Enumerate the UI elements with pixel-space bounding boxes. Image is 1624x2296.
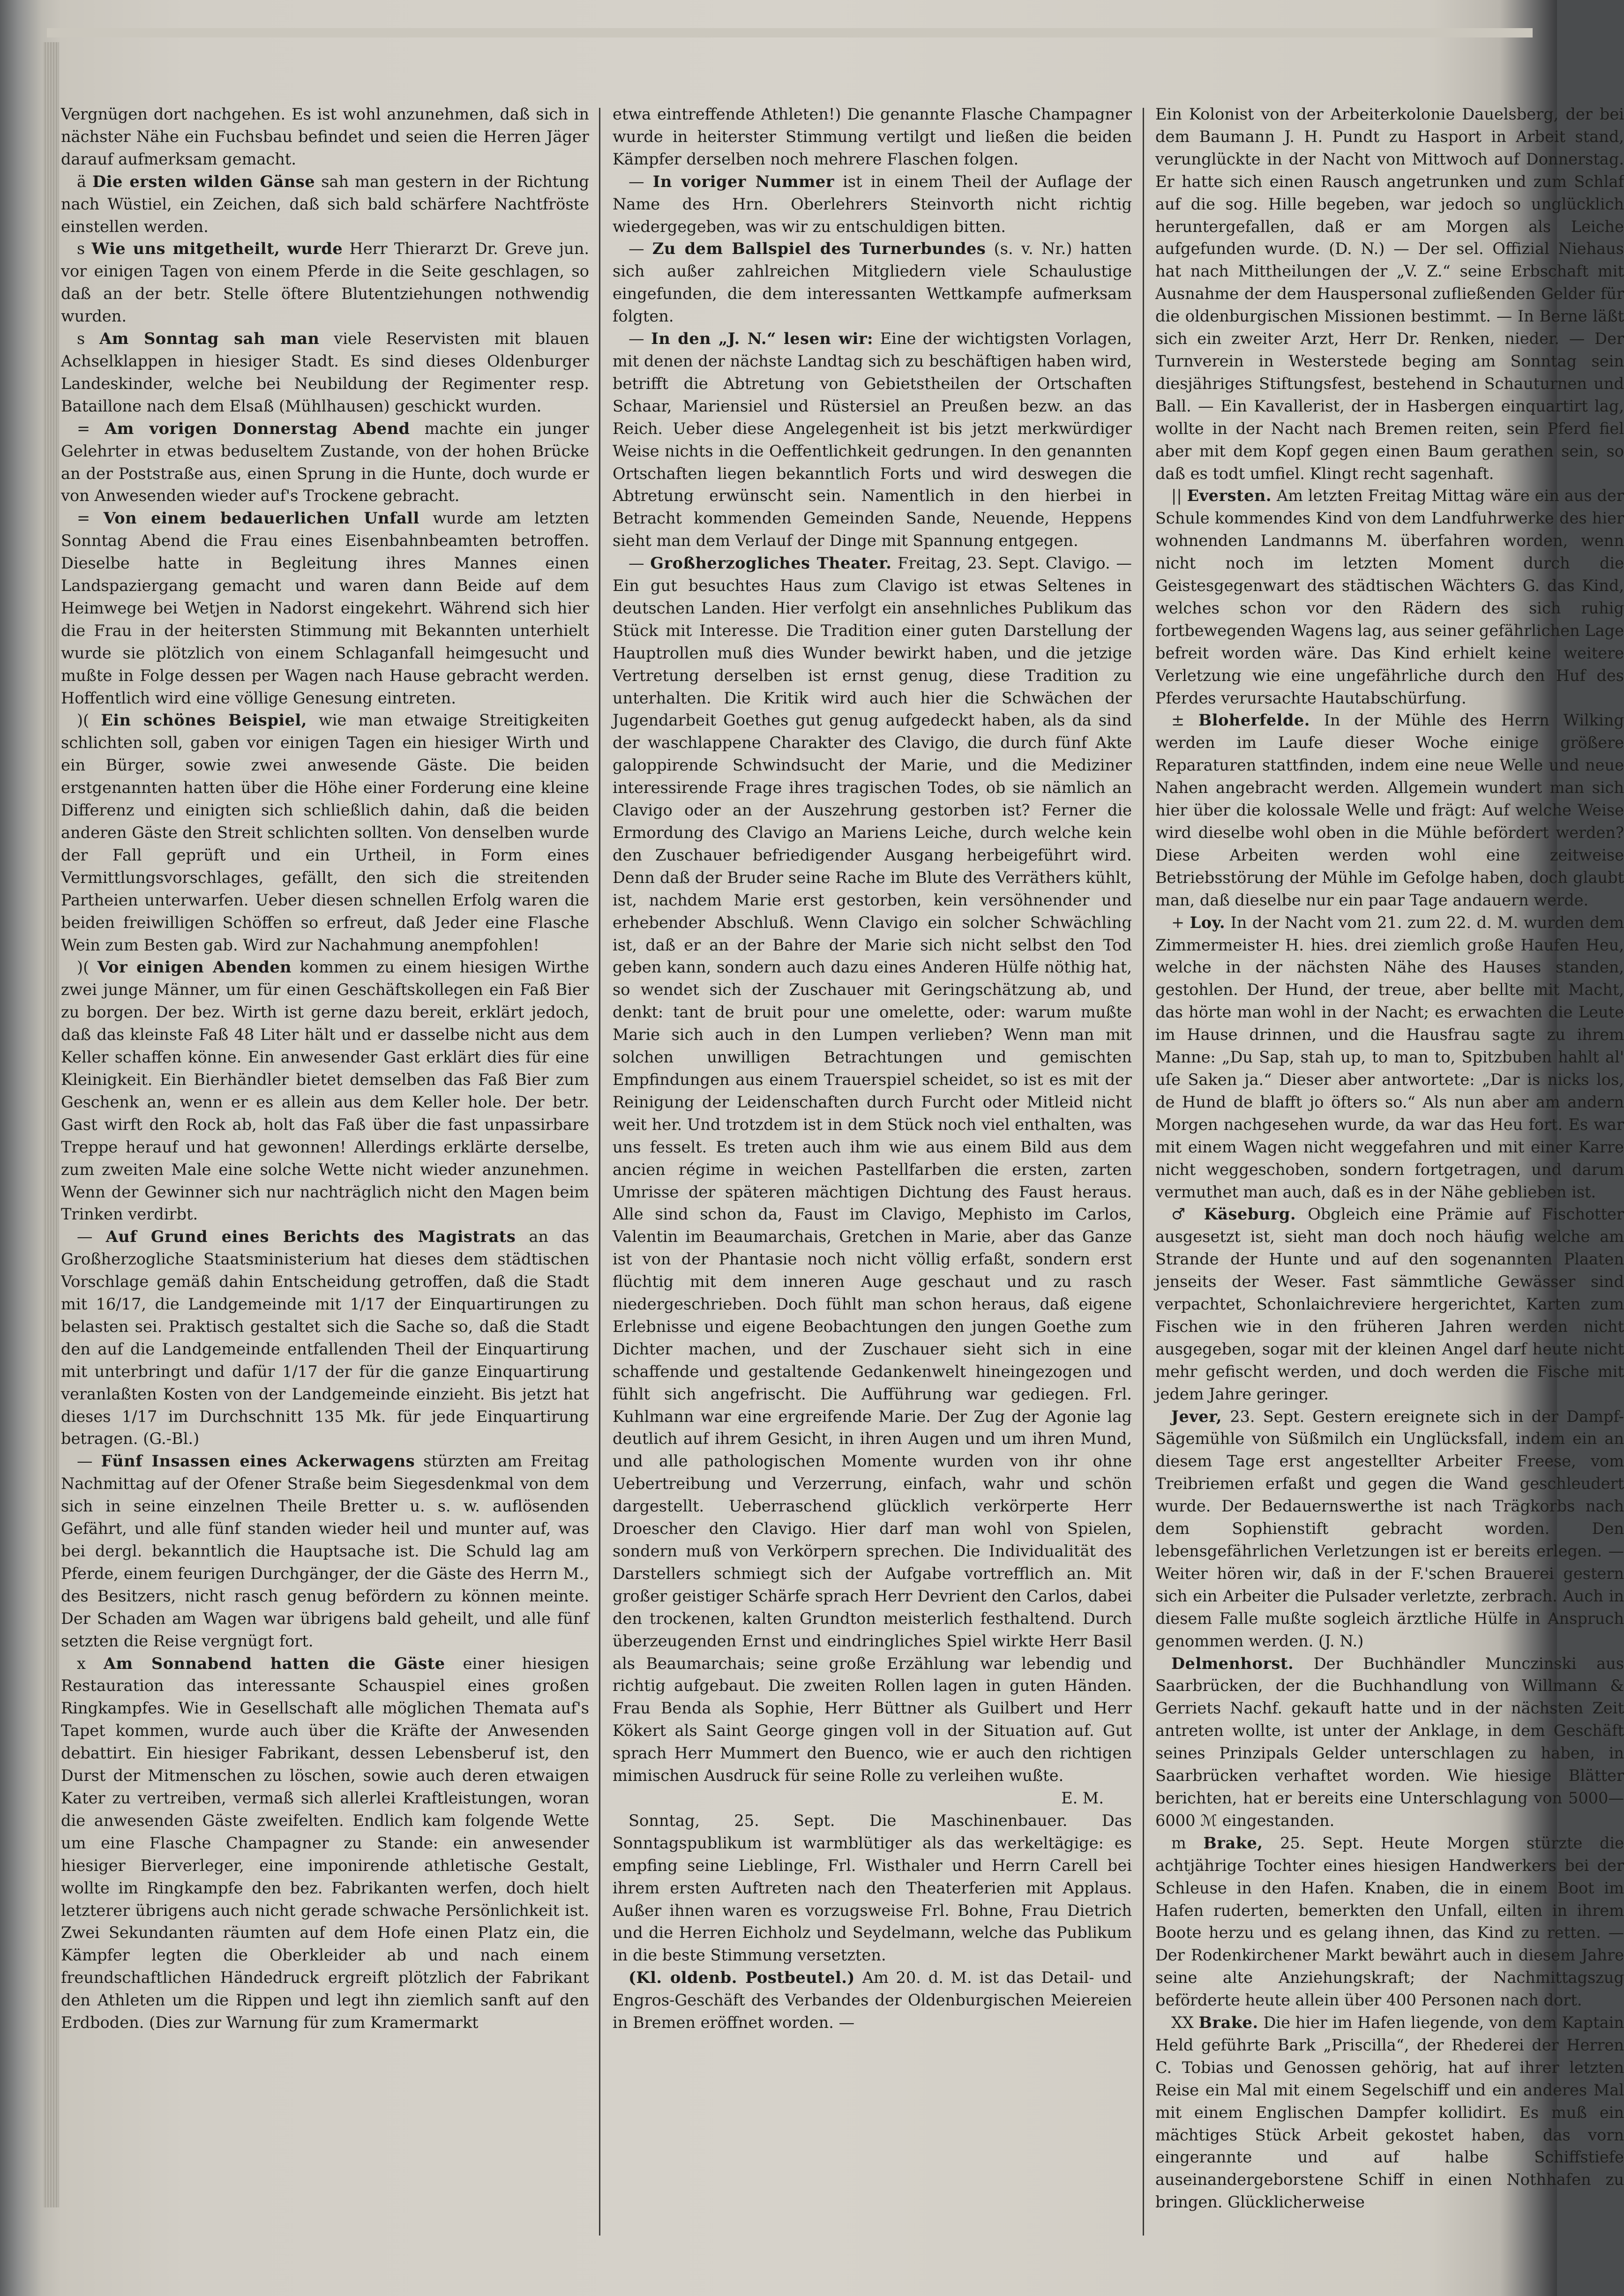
article-headline: Brake,	[1203, 1833, 1263, 1852]
article-paragraph	[61, 418, 589, 508]
article-text: Die hier im Hafen liegende, von dem Kaptain Held geführte Bark „Priscilla“, der Rhederei der Herren C. Tobias und Genossen gehörig, hat auf ihrer letzten Reise ein Mal mit einem Segelschiff und ein anderes Mal mit einem Englischen Dampfer kollidirt. Es muß ein mächtiges Stück Arbeit gekostet haben, das vorn eingerannte und auf halbe Schiffstiefe auseinandergeborstene Schiff in einen Nothhafen zu bringen. Glücklicherweise	[1155, 2013, 1624, 2212]
article-paragraph	[1155, 485, 1624, 709]
paragraph-marker: s	[77, 329, 85, 348]
article-paragraph	[61, 1653, 589, 2034]
article-headline: Ein schönes Beispiel,	[101, 710, 307, 730]
article-headline: Großherzogliches Theater.	[650, 553, 892, 573]
paragraph-marker: —	[629, 239, 644, 258]
article-paragraph	[613, 103, 1132, 171]
article-paragraph	[613, 1967, 1132, 2034]
article-paragraph	[1155, 912, 1624, 1204]
paragraph-marker: XX	[1171, 2013, 1194, 2032]
article-text: stürzten am Freitag Nachmittag auf der Ofener Straße beim Siegesdenkmal von dem sich in seine einzelnen Theile Bretter u. s. w. auflösenden Gefährt, und alle fünf standen wieder heil und munter auf, was bei dergl. bekanntlich die Hauptsache ist. Die Schuld lag am Pferde, einem feurigen Durchgänger, der die Gäste des Herrn M., des Besitzers, nicht rasch genug befördern zu können meinte. Der Schaden am Wagen war übrigens bald geheilt, und alle fünf setzten die Reise vergnügt fort.	[61, 1452, 589, 1650]
paragraph-marker: —	[77, 1227, 93, 1246]
article-headline: Zu dem Ballspiel des Turnerbundes	[652, 239, 986, 258]
article-text: Eine der wichtigsten Vorlagen, mit denen der nächste Landtag sich zu beschäftigen haben wird, betrifft die Abtretung von Gebietstheilen der Ortschaften Schaar, Mariensiel und Rüstersiel an Preußen bezw. an das Reich. Ueber diese Angelegenheit ist bis jetzt merkwürdiger Weise nichts in die Oeffentlichkeit gedrungen. In den genannten Ortschaften liegen bekanntlich Forts und wird deswegen die Abtretung erwünscht sein. Namentlich in den hierbei in Betracht kommenden Gemeinden Sande, Neuende, Heppens sieht man dem Verlauf der Dinge mit Spannung entgegen.	[613, 329, 1132, 550]
paragraph-marker: +	[1171, 913, 1185, 932]
column-right	[1155, 103, 1624, 2240]
article-paragraph	[61, 956, 589, 1226]
article-text: Der Buchhändler Munczinski aus Saarbrücken, der die Buchhandlung von Willmann & Gerriets Nachf. gekauft hatte und in der nächsten Zeit antreten wollte, ist unter der Anklage, in dem Geschäft seines Prinzipals Gelder unterschlagen zu haben, in Saarbrücken verhaftet worden. Wie hiesige Blätter berichten, hat er bereits eine Unterschlagung von 5000—6000 ℳ eingestanden.	[1155, 1654, 1624, 1830]
article-paragraph	[61, 709, 589, 956]
article-paragraph	[61, 328, 589, 418]
article-headline: Wie uns mitgetheilt, wurde	[91, 239, 343, 258]
article-headline: In den „J. N.“ lesen wir:	[651, 329, 874, 348]
article-paragraph	[61, 507, 589, 709]
article-paragraph	[613, 552, 1132, 1810]
paragraph-marker: )(	[77, 958, 90, 977]
column-divider	[599, 108, 600, 2236]
article-text: 23. Sept. Gestern ereignete sich in der Dampf-Sägemühle von Süßmilch ein Unglücksfall, indem ein an diesem Tage erst angestellter Arbeiter Freese, vom Treibriemen erfaßt und gegen die Wand geschleudert wurde. Der Bedauernswerthe ist nach Trägkorbs nach dem Sophienstift gebracht worden. Den lebensgefährlichen Verletzungen ist er bereits erlegen. — Weiter hören wir, daß in der F.'schen Brauerei gestern sich ein Arbeiter die Pulsader verletzte, zerbrach. Auch in diesem Falle mußte sogleich ärztliche Hülfe in Anspruch genommen werden. (J. N.)	[1155, 1407, 1624, 1650]
article-headline: Am Sonnabend hatten die Gäste	[103, 1653, 445, 1673]
paragraph-marker: ä	[77, 172, 87, 191]
article-paragraph	[613, 1810, 1132, 1967]
article-paragraph	[61, 171, 589, 238]
article-paragraph	[61, 1226, 589, 1450]
paragraph-marker: s	[77, 239, 85, 258]
article-paragraph	[1155, 1653, 1624, 1832]
article-text: Ein Kolonist von der Arbeiterkolonie Dauelsberg, der bei dem Baumann J. H. Pundt zu Hasport in Arbeit stand, verunglückte in der Nacht von Mittwoch auf Donnerstag. Er hatte sich einen Rausch angetrunken und zum Schlaf auf die sog. Hille begeben, war jedoch so unglücklich heruntergefallen, daß er am Morgen als Leiche aufgefunden wurde. (D. N.) — Der sel. Offizial Niehaus hat nach Mittheilungen der „V. Z.“ seine Erbschaft mit Ausnahme der dem Hauspersonal zufließenden Gelder für die oldenburgischen Missionen bestimmt. — In Berne läßt sich ein zweiter Arzt, Herr Dr. Renken, nieder. — Der Turnverein in Westerstede beging am Sonntag sein diesjähriges Stiftungsfest, bestehend in Schauturnen und Ball. — Ein Kavallerist, der in Hasbergen einquartirt lag, wollte in der Nacht nach Bremen reiten, sein Pferd fiel aber mit dem Kopf gegen einen Baum gerathen sein, so daß es todt umfiel. Klingt recht sagenhaft.	[1155, 105, 1624, 483]
paragraph-marker: =	[77, 509, 90, 528]
column-left	[61, 103, 589, 2240]
article-paragraph	[613, 328, 1132, 552]
article-text: In der Nacht vom 21. zum 22. d. M. wurden dem Zimmermeister H. hies. drei ziemlich große Haufen Heu, welche in der nächsten Nähe des Hauses standen, gestohlen. Der Hund, der treue, aber bellte mit Macht, das hörte man wohl in der Nacht; es erwachten die Leute im Hause drinnen, und die Hausfrau sagte zu ihrem Manne: „Du Sap, stah up, to man to, Spitzbuben hahlt al' uſe Saken ja.“ Dieser aber antwortete: „Dar is nicks los, de Hund de blafft jo öfters so.“ Als nun aber am andern Morgen nachgesehen wurde, da war das Heu fort. Es war mit einem Wagen nicht weggefahren und mit einer Karre nicht weggeschoben, sondern fortgetragen, und darum vermuthet man auch, daß es in der Nähe geblieben ist.	[1155, 913, 1624, 1201]
article-headline: Brake.	[1198, 2013, 1258, 2032]
article-headline: Jever,	[1171, 1406, 1222, 1426]
paragraph-marker: ♂	[1171, 1205, 1192, 1224]
article-headline: Die ersten wilden Gänse	[92, 172, 315, 191]
article-text: ist in einem Theil der Auflage der Name des Hrn. Oberlehrers Steinvorth nicht richtig wiedergegeben, was wir zu entschuldigen bitten.	[613, 172, 1132, 236]
article-paragraph	[613, 171, 1132, 238]
column-middle	[613, 103, 1132, 2240]
article-text: sah man gestern in der Richtung nach Wüstiel, ein Zeichen, daß sich bald schärfere Nachtfröste einstellen werden.	[61, 172, 589, 236]
article-headline: Delmenhorst.	[1171, 1653, 1294, 1673]
article-text: Freitag, 23. Sept. Clavigo. — Ein gut besuchtes Haus zum Clavigo ist etwas Seltenes in deutschen Landen. Hier verfolgt ein ansehnliches Publikum das Stück mit Interesse. Die Tradition einer guten Darstellung der Hauptrollen muß dies Wunder bewirkt haben, und die jetzige Vertretung derselben ist ernst genug, diese Tradition zu unterhalten. Die Kritik wird auch hier die Schwächen der Jugendarbeit Goethes gut genug aufgedeckt haben, als da sind der waschlappene Charakter des Clavigo, die durch fünf Akte galoppirende Schwindsucht der Marie, und die Mediziner interessirende Frage ihres tragischen Todes, ob sie nämlich an Clavigo oder an der Auszehrung gestorben ist? Ferner die Ermordung des Clavigo an Mariens Leiche, durch welche kein den Zuschauer befriedigender Ausgang herbeigeführt wird. Denn daß der Bruder seine Rache im Blute des Verräthers kühlt, ist, nachdem Marie erst gestorben, kein versöhnender und erhebender Abschluß. Wenn Clavigo ein solcher Schwächling ist, daß er an der Bahre der Marie sich nicht selbst den Tod geben kann, sondern auch dazu eines Anderen Hülfe nöthig hat, so wendet sich der Zuschauer mit Geringschätzung ab, und denkt: tant de bruit pour une omelette, oder: warum mußte Marie sich auch in den Lumpen verlieben? Wenn man mit solchen unwilligen Betrachtungen und gemischten Empfindungen aus einem Trauerspiel scheidet, so ist es mit der Reinigung der Leidenschaften durch Furcht oder Mitleid nicht weit her. Und trotzdem ist in dem Stück noch viel enthalten, was uns fesselt. Es treten auch ihm wie aus einem Bild aus dem ancien régime in weichen Pastellfarben die ersten, zarten Umrisse der späteren mächtigen Dichtung des Faust heraus. Alle sind schon da, Faust im Clavigo, Mephisto im Carlos, Valentin im Beaumarchais, Gretchen in Marie, aber das Ganze ist von der Phantasie noch nicht völlig erfaßt, sondern erst flüchtig mit dem inneren Auge geschaut und zu rasch niedergeschrieben. Doch fühlt man schon heraus, daß eigene Erlebnisse und eigene Beobachtungen den jungen Goethe zum Dichter machen, und der Zuschauer sieht sich in eine schaffende und gestaltende Gedankenwelt hineingezogen und fühlt sich angefrischt. Die Aufführung war gediegen. Frl. Kuhlmann war eine ergreifende Marie. Der Zug der Agonie lag deutlich auf ihrem Gesicht, in ihren Augen und um ihren Mund, und alle pathologischen Momente wurden von ihr ohne Uebertreibung und Verzerrung, einfach, wahr und schön dargestellt. Ueberraschend glücklich verkörperte Herr Droescher den Clavigo. Hier darf man wohl von Spielen, sondern muß von Verkörpern sprechen. Die Individualität des Darstellers schmiegt sich der Aufgabe vortrefflich an. Mit großer geistiger Schärfe sprach Herr Devrient den Carlos, dabei den trockenen, kalten Grundton meisterlich festhaltend. Durch überzeugenden Ernst und eindringliches Spiel wirkte Herr Basil als Beaumarchais; seine große Erzählung war lebendig und richtig aufgebaut. Die zweiten Rollen lagen in guten Händen. Frau Benda als Sophie, Herr Büttner als Guilbert und Herr Kökert als Saint George gingen voll in der Situation auf. Gut sprach Herr Mummert den Buenco, wie er auch den richtigen mimischen Ausdruck für seine Rolle zu verleihen wußte.	[613, 554, 1132, 1785]
paragraph-marker: —	[629, 172, 644, 191]
article-text: kommen zu einem hiesigen Wirthe zwei junge Männer, um für einen Geschäftskollegen ein Faß Bier zu borgen. Der bez. Wirth ist gerne dazu bereit, erklärt jedoch, daß das kleinste Faß 48 Liter hält und er dasselbe nicht aus dem Keller schaffen könne. Ein anwesender Gast erklärt dies für eine Kleinigkeit. Ein Bierhändler bietet demselben das Faß Bier zum Geschenk an, wenn er es allein aus dem Keller hole. Der betr. Gast wirft den Rock ab, holt das Faß über die fast unpassirbare Treppe herauf und hat gewonnen! Allerdings erklärte derselbe, zum zweiten Male eine solche Wette nicht wieder anzunehmen. Wenn der Gewinner sich nur nachträglich nicht den Magen beim Trinken verdirbt.	[61, 958, 589, 1224]
binding-page-edges	[43, 42, 59, 2207]
article-headline: Am Sonntag sah man	[99, 329, 320, 348]
paragraph-marker: —	[629, 329, 644, 348]
article-text: In der Mühle des Herrn Wilking werden im Laufe dieser Woche einige größere Reparaturen stattfinden, indem eine neue Welle und neue Nahen angebracht werden. Allgemein wundert man sich hier über die kolossale Welle und frägt: Auf welche Weise wird dieselbe wohl oben in die Mühle befördert werden? Diese Arbeiten werden wohl eine zeitweise Betriebsstörung der Mühle im Gefolge haben, doch glaubt man, daß dieselbe nur ein paar Tage andauern werde.	[1155, 711, 1624, 909]
article-text: Am 20. d. M. ist das Detail- und Engros-Geschäft des Verbandes der Oldenburgischen Meiereien in Bremen eröffnet worden. —	[613, 1968, 1132, 2032]
article-text: Am letzten Freitag Mittag wäre ein aus der Schule kommendes Kind von dem Landfuhrwerke des hier wohnenden Landmanns M. überfahren worden, wenn nicht noch im letzten Moment durch die Geistesgegenwart des städtischen Wächters G. das Kind, welches schon vor den Rädern des sich ruhig fortbewegenden Wagens lag, aus seiner gefährlichen Lage befreit worden wäre. Das Kind erhielt keine weitere Verletzung wie eine ungefährliche durch den Huf des Pferdes verursachte Hautabschürfung.	[1155, 486, 1624, 707]
article-paragraph	[61, 103, 589, 171]
article-paragraph	[613, 238, 1132, 328]
article-text: Obgleich eine Prämie auf Fischotter ausgesetzt ist, sieht man doch noch häufig welche am Strande der Hunte und auf den sogenannten Plaaten jenseits der Weser. Fast sämmtliche Gewässer sind verpachtet, Schonlaichreviere hergerichtet, Karten zum Fischen wie in den früheren Jahren werden nicht ausgegeben, sogar mit der kleinen Angel darf heute nicht mehr gefischt werden, und doch werden die Fische mit jedem Jahre geringer.	[1155, 1205, 1624, 1403]
article-paragraph	[1155, 1406, 1624, 1653]
column-divider	[1143, 108, 1144, 2236]
article-headline: Von einem bedauerlichen Unfall	[103, 509, 419, 528]
article-text: (s. v. Nr.) hatten sich außer zahlreichen Mitgliedern viele Schaulustige eingefunden, die dem interessanten Wettkampfe aufmerksam folgten.	[613, 239, 1132, 326]
paragraph-marker: m	[1171, 1833, 1186, 1852]
article-headline: In voriger Nummer	[652, 172, 834, 191]
article-text: einer hiesigen Restauration das interessante Schauspiel eines großen Ringkampfes. Wie in Gesellschaft alle möglichen Themata auf's Tapet kommen, wurde auch über die Kräfte der Anwesenden debattirt. Ein hiesiger Fabrikant, dessen Lebensberuf ist, den Durst der Mitmenschen zu löschen, sowie auch deren etwaigen Kater zu vertreiben, vermaß sich allerlei Kraftleistungen, woran die anwesenden Gäste zweifelten. Endlich kam folgende Wette um eine Flasche Champagner zu Stande: ein anwesender hiesiger Bierverleger, eine imponirende athletische Gestalt, wollte im Ringkampfe den bez. Fabrikanten werfen, doch hielt letzterer übrigens auch nicht gerade schwache Persönlichkeit ist. Zwei Sekundanten räumten auf dem Hofe einen Platz ein, die Kämpfer legten die Oberkleider ab und nach einem freundschaftlichen Händedruck ergreift plötzlich der Fabrikant den Athleten um die Rippen und legt ihn ziemlich sanft auf den Erdboden. (Dies zur Warnung für zum Kramermarkt	[61, 1654, 589, 2032]
article-headline: Käseburg.	[1204, 1204, 1296, 1224]
paragraph-marker: ||	[1171, 486, 1182, 505]
article-headline: Vor einigen Abenden	[97, 957, 292, 977]
article-headline: (Kl. oldenb. Postbeutel.)	[629, 1968, 855, 1987]
article-text: Sonntag, 25. Sept. Die Maschinenbauer. Das Sonntagspublikum ist warmblütiger als das werkeltägige: es empfing seine Lieblinge, Frl. Wisthaler und Herrn Carell bei ihrem ersten Auftreten nach den Theaterferien mit Applaus. Außer ihnen waren es vorzugsweise Frl. Bohne, Frau Dietrich und die Herren Eichholz und Seydelmann, welche das Publikum in die beste Stimmung versetzten.	[613, 1811, 1132, 1965]
newspaper-page	[61, 103, 1624, 2240]
article-text: viele Reservisten mit blauen Achselklappen in hiesiger Stadt. Es sind dieses Oldenburger Landeskinder, welche bei Neubildung der Regimenter resp. Bataillone nach dem Elsaß (Mühlhausen) geschickt wurden.	[61, 329, 589, 415]
article-paragraph	[1155, 1832, 1624, 2012]
article-headline: Am vorigen Donnerstag Abend	[105, 419, 410, 438]
article-text: 25. Sept. Heute Morgen stürzte die achtjährige Tochter eines hiesigen Handwerkers bei der Schleuse in den Hafen. Knaben, die in einem Boot im Hafen ruderten, bemerkten den Unfall, eilten in ihrem Boote herzu und es gelang ihnen, das Kind zu retten. — Der Rodenkirchener Markt bewährt auch in diesem Jahre seine alte Anziehungskraft; der Nachmittagszug beförderte heute allein über 400 Personen nach dort.	[1155, 1833, 1624, 2010]
article-text: wurde am letzten Sonntag Abend die Frau eines Eisenbahnbeamten betroffen. Dieselbe hatte in Begleitung ihres Mannes einen Landspaziergang gemacht und waren dann Beide auf dem Heimwege bei Wetjen in Nadorst eingekehrt. Während sich hier die Frau in der heitersten Stimmung mit Bekannten unterhielt wurde sie plötzlich von einem Schlaganfall heimgesucht und mußte in Folge dessen per Wagen nach Hause gebracht werden. Hoffentlich wird eine völlige Genesung eintreten.	[61, 509, 589, 707]
article-text: Vergnügen dort nachgehen. Es ist wohl anzunehmen, daß sich in nächster Nähe ein Fuchsbau befindet und seien die Herren Jäger darauf aufmerksam gemacht.	[61, 105, 589, 168]
paragraph-marker: —	[77, 1452, 93, 1471]
paragraph-marker: =	[77, 419, 90, 438]
article-paragraph	[1155, 2012, 1624, 2214]
article-paragraph	[61, 238, 589, 328]
article-paragraph	[1155, 103, 1624, 485]
article-text: wie man etwaige Streitigkeiten schlichten soll, gaben vor einigen Tagen ein hiesiger Wirth und ein Bürger, sowie zwei anwesende Gäste. Die beiden erstgenannten hatten über die Höhe einer Forderung eine kleine Differenz und einigten sich schließlich dahin, daß die beiden anderen Gäste den Streit schlichten sollten. Von denselben wurde der Fall geprüft und ein Urtheil, in Form eines Vermittlungsvorschlages, gefällt, den sich die streitenden Partheien unterwarfen. Ueber diesen schnellen Erfolg waren die beiden freiwilligen Schöffen so erfreut, daß Jeder eine Flasche Wein zum Besten gab. Wird zur Nachahmung anempfohlen!	[61, 711, 589, 954]
article-text: machte ein junger Gelehrter in etwas beduseltem Zustande, von der hohen Brücke an der Poststraße aus, einen Sprung in die Hunte, doch wurde er von Anwesenden wieder auf's Trockene gebracht.	[61, 419, 589, 505]
article-paragraph	[1155, 709, 1624, 911]
article-headline: Loy.	[1190, 912, 1226, 932]
article-headline: Bloherfelde.	[1198, 710, 1310, 730]
article-headline: Eversten.	[1187, 486, 1272, 505]
article-headline: Fünf Insassen eines Ackerwagens	[101, 1451, 415, 1471]
paragraph-marker: —	[629, 554, 644, 573]
article-text: an das Großherzogliche Staatsministerium hat dieses dem städtischen Vorschlage gemäß dahin Entscheidung getroffen, daß die Stadt mit 16/17, die Landgemeinde mit 1/17 der Einquartirungen zu belasten sei. Praktisch gestaltet sich die Sache so, daß die Stadt den auf die Landgemeinde entfallenden Theil der Einquartirung mit unterbringt und dafür 1/17 der für die ganze Einquartirung veranlaßten Kosten von der Landgemeinde einzieht. Bis jetzt hat dieses 1/17 im Durchschnitt 135 Mk. für jede Einquartirung betragen. (G.-Bl.)	[61, 1227, 589, 1448]
article-headline: Auf Grund eines Berichts des Magistrats	[105, 1227, 516, 1246]
paragraph-marker: x	[77, 1654, 86, 1673]
article-signature: E. M.	[1061, 1788, 1104, 1807]
paragraph-marker: ±	[1171, 711, 1185, 730]
paragraph-marker: )(	[77, 711, 90, 730]
article-text: etwa eintreffende Athleten!) Die genannte Flasche Champagner wurde in heiterster Stimmung vertilgt und ließen die beiden Kämpfer derselben noch mehrere Flaschen folgen.	[613, 105, 1132, 168]
article-paragraph	[61, 1450, 589, 1652]
article-paragraph	[1155, 1203, 1624, 1405]
paper-top-edge	[47, 28, 1533, 37]
article-text: Herr Thierarzt Dr. Greve jun. vor einigen Tagen von einem Pferde in die Seite geschlagen, so daß an der betr. Stelle öftere Blutentziehungen nothwendig wurden.	[61, 239, 589, 326]
